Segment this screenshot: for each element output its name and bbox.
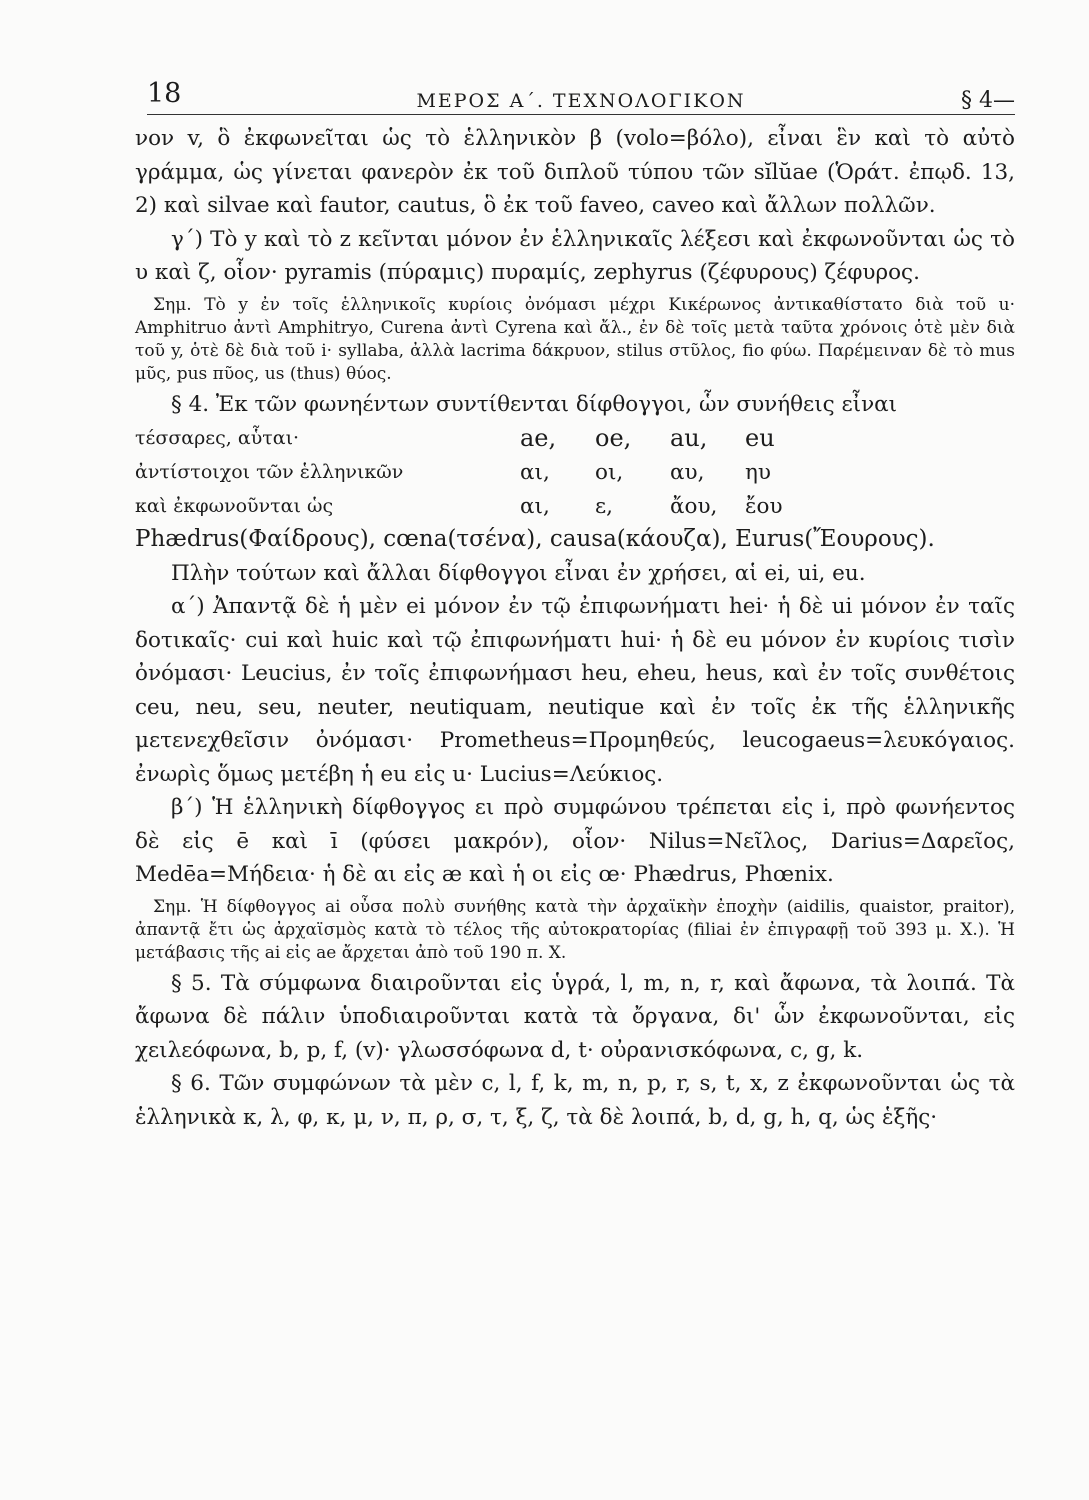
- table-row: τέσσαρες, αὗται· ae, oe, au, eu: [135, 424, 775, 452]
- section-6: § 6. Τῶν συμφώνων τὰ μὲν c, l, f, k, m, n, p, r, s, t, x, z ἐκφωνοῦνται ὡς τὰ ἑλληνικὰ κ, λ, φ, κ, μ, ν, π, ρ, σ, τ, ξ, ζ, τὰ δὲ λοιπά, b, d, g, h, q, ὡς ἑξῆς·: [135, 1071, 1015, 1130]
- table-row: ἀντίστοιχοι τῶν ἑλληνικῶν αι, οι, αυ, ηυ: [135, 459, 771, 485]
- section-5: § 5. Τὰ σύμφωνα διαιροῦνται εἰς ὑγρά, l, m, n, r, καὶ ἄφωνα, τὰ λοιπά. Τὰ ἄφωνα δὲ πάλιν ὑποδιαιροῦνται κατὰ τὰ ὄργανα, δι' ὧν ἐκφωνοῦνται, εἰς χειλεόφωνα, b, p, f, (v)· γλωσσόφωνα d, t· οὐρανισκόφωνα, c, g, k.: [135, 970, 1015, 1063]
- section-4-intro: § 4. Ἐκ τῶν φωνηέντων συντίθενται δίφθογγοι, ὧν συνήθεις εἶναι: [171, 391, 898, 417]
- header-title: ΜΕΡΟΣ Α΄. ΤΕΧΝΟΛΟΓΙΚΟΝ: [416, 90, 746, 112]
- header-section: § 4—: [961, 88, 1015, 113]
- note-y: Σημ. Τὸ y ἐν τοῖς ἑλληνικοῖς κυρίοις ὀνόμασι μέχρι Κικέρωνος ἀντικαθίστατο διὰ τοῦ u· Amphitruo ἀντὶ Amphitryo, Curena ἀντὶ Cyrena καὶ ἄλ., ἐν δὲ τοῖς μετὰ ταῦτα χρόνοις ὁτὲ μὲν διὰ τοῦ y, ὁτὲ δὲ διὰ τοῦ i· syllaba, ἀλλὰ lacrima δάκρυον, stilus στῦλος, fio φύω. Παρέμειναν δὲ τὸ mus μῦς, pus πῦος, us (thus) θύος.: [135, 294, 1015, 384]
- table-row: καὶ ἐκφωνοῦνται ὡς αι, ε, ἄου, ἔου: [135, 493, 783, 519]
- diphthong-examples: Phædrus(Φαίδρους), cœna(τσένα), causa(κάουζα), Eurus(Ἔουρους).: [135, 526, 935, 552]
- paragraph-gamma: γ΄) Τὸ y καὶ τὸ z κεῖνται μόνον ἐν ἑλληνικαῖς λέξεσι καὶ ἐκφωνοῦνται ὡς τὸ υ καὶ ζ, οἷον· pyramis (πύραμις) πυραμίς, zephyrus (ζέφυρους) ζέφυρος.: [135, 226, 1015, 285]
- paragraph-other-diphthongs: Πλὴν τούτων καὶ ἄλλαι δίφθογγοι εἶναι ἐν χρήσει, αἱ ei, ui, eu.: [171, 560, 866, 586]
- paragraph-beta: β΄) Ἡ ἑλληνικὴ δίφθογγος ει πρὸ συμφώνου τρέπεται εἰς i, πρὸ φωνήεντος δὲ εἰς ē καὶ ī (φύσει μακρόν), οἷον· Nilus=Νεῖλος, Darius=Δαρεῖος, Medēa=Μήδεια· ἡ δὲ αι εἰς æ καὶ ἡ οι εἰς œ· Phædrus, Phœnix.: [135, 795, 1015, 887]
- diphthong-table: [135, 421, 1015, 523]
- paragraph-alpha: α΄) Ἀπαντᾷ δὲ ἡ μὲν ei μόνον ἐν τῷ ἐπιφωνήματι hei· ἡ δὲ ui μόνον ἐν ταῖς δοτικαῖς· cui καὶ huic καὶ τῷ ἐπιφωνήματι hui· ἡ δὲ eu μόνον ἐν κυρίοις τισὶν ὀνόμασι· Leucius, ἐν τοῖς ἐπιφωνήμασι heu, eheu, heus, καὶ ἐν τοῖς συνθέτοις ceu, neu, seu, neuter, neutiquam, neutique καὶ ἐν τοῖς ἐκ τῆς ἑλληνικῆς μετενεχθεῖσιν ὀνόμασι· Prometheus=Προμηθεύς, leucogaeus=λευκόγαιος. ἐνωρὶς ὅμως μετέβη ἡ eu εἰς u· Lucius=Λεύκιος.: [135, 594, 1015, 787]
- note-ai: Σημ. Ἡ δίφθογγος ai οὖσα πολὺ συνήθης κατὰ τὴν ἀρχαϊκὴν ἐποχὴν (aidilis, quaistor, praitor), ἀπαντᾷ ἔτι ὡς ἀρχαϊσμὸς κατὰ τὸ τέλος τῆς αὐτοκρατορίας (filiai ἐν ἐπιγραφῇ τοῦ 393 μ. Χ.). Ἡ μετάβασις τῆς ai εἰς ae ἄρχεται ἀπὸ τοῦ 190 π. Χ.: [135, 896, 1015, 963]
- running-header: [147, 78, 1015, 115]
- page-body: [135, 122, 1015, 1134]
- paragraph-v-continuation: νον v, ὃ ἐκφωνεῖται ὡς τὸ ἑλληνικὸν β (volo=βόλο), εἶναι ἓν καὶ τὸ αὐτὸ γράμμα, ὡς γίνεται φανερὸν ἐκ τοῦ διπλοῦ τύπου τῶν sĭlŭae (Ὁράτ. ἐπῳδ. 13, 2) καὶ silvae καὶ fautor, cautus, ὃ ἐκ τοῦ faveo, caveo καὶ ἄλλων πολλῶν.: [135, 126, 1015, 218]
- page-number: 18: [147, 78, 182, 109]
